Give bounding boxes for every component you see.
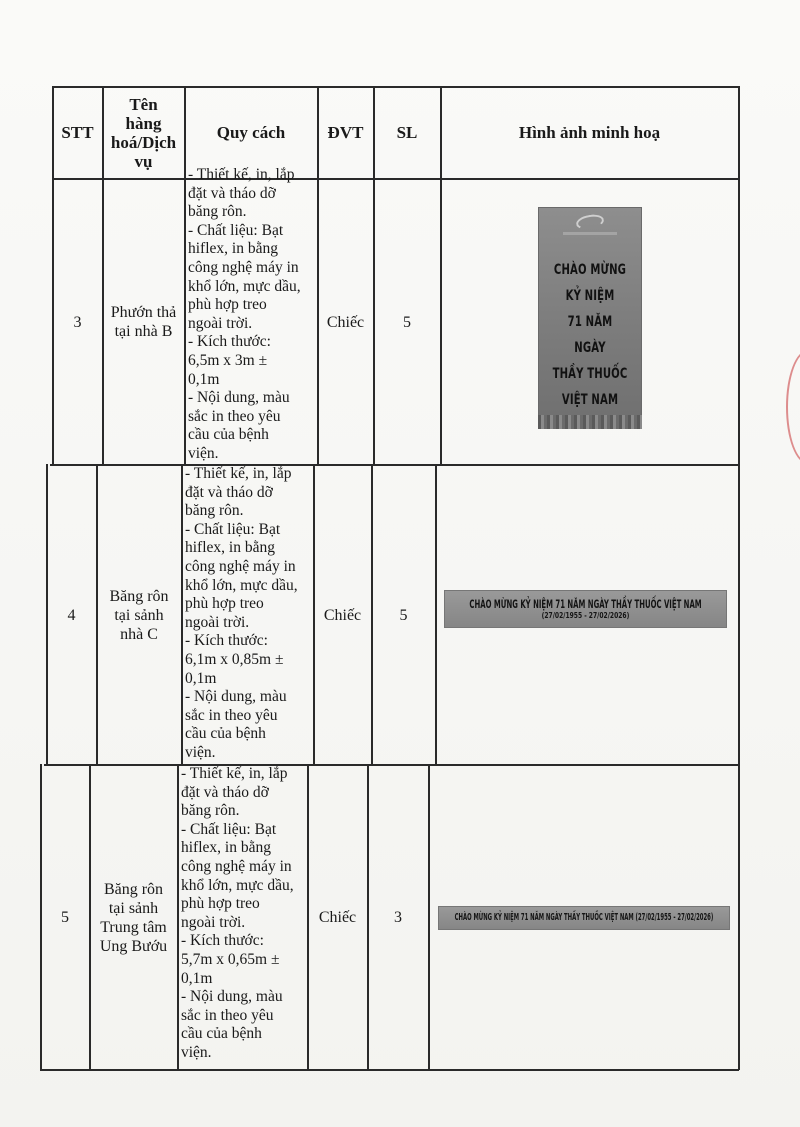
table-row-3-unit: Chiếc — [326, 313, 365, 331]
table-row-5-stt: 5 — [61, 909, 69, 926]
header-stt: STT — [61, 123, 94, 142]
hospital-logo-icon — [575, 213, 605, 232]
horizontal-banner-two-line — [444, 590, 727, 628]
table-row-4-qty: 5 — [399, 606, 408, 624]
header-qty: SL — [396, 123, 418, 142]
table-row-5-spec: - Thiết kế, in, lắp đặt và tháo dỡ băng rôn. - Chất liệu: Bạt hiflex, in bằng công nghệ máy in khổ lớn, mực dầu, phù hợp treo ngoài trời. - Kích thước: 5,7m x 0,65m ± 0,1m - Nội dung, màu sắc in theo yêu cầu của bệnh viện. — [181, 765, 294, 1061]
header-unit: ĐVT — [327, 123, 364, 142]
horizontal-banner-one-line — [438, 906, 730, 930]
table-row-4-unit: Chiếc — [323, 606, 362, 624]
logo-caption-mark — [563, 232, 617, 235]
table-row-5-qty: 3 — [394, 909, 402, 926]
table-row-3-stt: 3 — [73, 313, 82, 331]
table-row-4-name: Băng rôn tại sảnh nhà C — [109, 587, 169, 643]
table-row-5-name: Băng rôn tại sảnh Trung tâm Ung Bướu — [99, 880, 168, 955]
red-seal-stamp — [786, 350, 800, 464]
table-row-4-spec: - Thiết kế, in, lắp đặt và tháo dỡ băng rôn. - Chất liệu: Bạt hiflex, in bằng công nghệ máy in khổ lớn, mực dầu, phù hợp treo ngoài trời. - Kích thước: 6,1m x 0,85m ± 0,1m - Nội dung, màu sắc in theo yêu cầu của bệnh viện. — [185, 465, 298, 761]
col-divider-5b — [435, 464, 437, 764]
table-row-3-qty: 5 — [403, 313, 411, 331]
table-row-3-image — [441, 180, 738, 464]
table-row-3-spec: - Thiết kế, in, lắp đặt và tháo dỡ băng rôn. - Chất liệu: Bạt hiflex, in bằng công nghệ máy in khổ lớn, mực dầu, phù hợp treo ngoài trời. - Kích thước: 6,5m x 3m ± 0,1m - Nội dung, màu sắc in theo yêu cầu của bệnh viện. — [188, 166, 301, 462]
header-name: Tên hàng hoá/Dịch vụ — [110, 94, 177, 171]
vertical-banner-title: CHÀO MỪNG KỶ NIỆM 71 NĂM NGÀY THẦY THUỐC VIỆT NAM — [552, 262, 627, 408]
table-row-5-unit: Chiếc — [318, 909, 357, 926]
header-spec: Quy cách — [216, 123, 286, 142]
horizontal-banner-full-title: CHÀO MỪNG KỶ NIỆM 71 NĂM NGÀY THẦY THUỐC VIỆT NAM (27/02/1955 - 27/02/2026) — [454, 912, 714, 923]
table-border-right — [738, 86, 740, 1070]
banner-flower-border — [538, 415, 642, 429]
vertical-banner-image — [538, 207, 642, 429]
horizontal-banner-title: CHÀO MỪNG KỶ NIỆM 71 NĂM NGÀY THẦY THUỐC VIỆT NAM — [469, 597, 702, 611]
horizontal-banner-date: (27/02/1955 - 27/02/2026) — [541, 611, 630, 620]
table-row-3-name: Phướn thả tại nhà B — [110, 304, 177, 340]
col-divider-5c — [428, 764, 430, 1070]
table-border-bottom — [40, 1069, 739, 1071]
header-image: Hình ảnh minh hoạ — [518, 123, 661, 142]
table-row-4-stt: 4 — [67, 606, 76, 624]
